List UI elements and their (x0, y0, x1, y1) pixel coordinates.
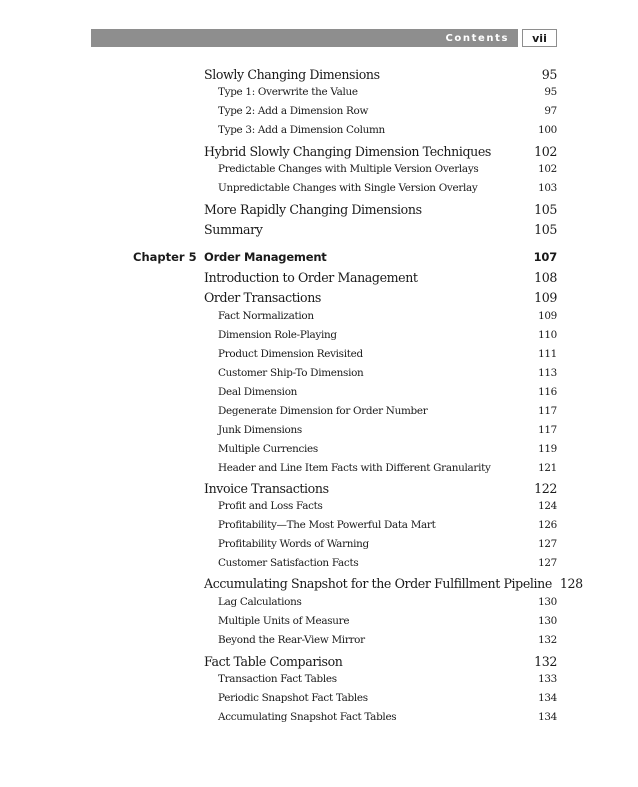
toc-entry-title: Accumulating Snapshot for the Order Fulfillment Pipeline (204, 576, 552, 591)
toc-entry-title: Introduction to Order Management (204, 270, 418, 285)
toc-entry-title: Multiple Currencies (218, 443, 318, 455)
toc-entry-title: Customer Satisfaction Facts (218, 557, 359, 569)
page-number: vii (522, 29, 557, 47)
toc-entry-title: Multiple Units of Measure (218, 615, 350, 627)
toc-entry (218, 692, 557, 704)
toc-entry-title: Invoice Transactions (204, 481, 329, 496)
toc-entry-title: Fact Table Comparison (204, 654, 343, 669)
toc-entry (218, 462, 557, 474)
toc-entry (218, 424, 557, 436)
toc-entry (218, 634, 557, 646)
toc-entry (204, 270, 557, 285)
toc-entry-page: 134 (538, 711, 557, 723)
toc-entry-title: Periodic Snapshot Fact Tables (218, 692, 368, 704)
toc-entry (204, 202, 557, 217)
toc-entry-title: Transaction Fact Tables (218, 673, 337, 685)
chapter-label: Chapter 5 (133, 250, 197, 264)
toc-entry (218, 615, 557, 627)
toc-entry (204, 144, 557, 159)
toc-entry-title: Unpredictable Changes with Single Version Overlay (218, 182, 478, 194)
toc-entry (218, 500, 557, 512)
toc-entry-title: Product Dimension Revisited (218, 348, 363, 360)
toc-entry-page: 102 (538, 163, 557, 175)
toc-entry-page: 103 (538, 182, 557, 194)
toc-entry-page: 127 (538, 538, 557, 550)
toc-entry (218, 124, 557, 136)
toc-entry (218, 538, 557, 550)
toc-entry-page: 132 (534, 654, 557, 669)
toc-entry-page: 111 (538, 348, 557, 360)
toc-entry-page: 116 (538, 386, 557, 398)
toc-entry-page: 132 (538, 634, 557, 646)
toc-entry-page: 117 (538, 424, 557, 436)
toc-entry-page: 109 (534, 290, 557, 305)
toc-entry (218, 105, 557, 117)
toc-entry-page: 126 (538, 519, 557, 531)
toc-entry (218, 182, 557, 194)
toc-entry-page: 108 (534, 270, 557, 285)
toc-entry-title: More Rapidly Changing Dimensions (204, 202, 422, 217)
toc-entry-page: 110 (538, 329, 557, 341)
toc-entry-page: 105 (534, 202, 557, 217)
toc-entry-title: Customer Ship-To Dimension (218, 367, 364, 379)
toc-entry-page: 119 (538, 443, 557, 455)
toc-entry (218, 310, 557, 322)
toc-entry-title: Dimension Role-Playing (218, 329, 337, 341)
toc-entry-page: 105 (534, 222, 557, 237)
toc-entry (218, 367, 557, 379)
toc-entry-page: 95 (541, 67, 557, 82)
toc-entry-title: Profitability Words of Warning (218, 538, 369, 550)
toc-entry-title: Hybrid Slowly Changing Dimension Techniques (204, 144, 491, 159)
toc-entry (204, 481, 557, 496)
toc-entry-title: Type 1: Overwrite the Value (218, 86, 358, 98)
toc-entry-title: Profitability—The Most Powerful Data Mart (218, 519, 436, 531)
toc-entry (204, 576, 583, 591)
toc-entry-page: 109 (538, 310, 557, 322)
toc-entry (218, 557, 557, 569)
toc-entry-page: 113 (538, 367, 557, 379)
toc-entry (218, 405, 557, 417)
toc-entry-page: 97 (544, 105, 557, 117)
toc-entry (218, 86, 557, 98)
toc-entry-title: Lag Calculations (218, 596, 302, 608)
toc-entry-page: 121 (538, 462, 557, 474)
toc-entry-page: 100 (538, 124, 557, 136)
toc-entry (218, 711, 557, 723)
toc-entry-page: 130 (538, 615, 557, 627)
toc-entry-title: Degenerate Dimension for Order Number (218, 405, 428, 417)
toc-entry-title: Beyond the Rear-View Mirror (218, 634, 365, 646)
toc-entry-title: Order Transactions (204, 290, 321, 305)
toc-entry-page: 133 (538, 673, 557, 685)
toc-entry-page: 107 (533, 250, 557, 264)
toc-entry-page: 128 (559, 576, 583, 591)
toc-entry (218, 443, 557, 455)
toc-entry (204, 290, 557, 305)
toc-entry (204, 250, 557, 264)
toc-entry-page: 122 (534, 481, 557, 496)
toc-entry-title: Header and Line Item Facts with Different Granularity (218, 462, 491, 474)
toc-entry-title: Accumulating Snapshot Fact Tables (218, 711, 397, 723)
toc-entry (218, 386, 557, 398)
toc-entry (218, 329, 557, 341)
toc-entry-page: 130 (538, 596, 557, 608)
toc-entry (218, 519, 557, 531)
toc-entry (218, 596, 557, 608)
toc-entry (218, 163, 557, 175)
toc-entry-page: 127 (538, 557, 557, 569)
toc-entry (204, 654, 557, 669)
toc-entry-title: Slowly Changing Dimensions (204, 67, 380, 82)
toc-entry (218, 348, 557, 360)
running-header-title: Contents (445, 32, 509, 44)
toc-entry-page: 95 (544, 86, 557, 98)
toc-entry-title: Deal Dimension (218, 386, 298, 398)
toc-entry-title: Type 2: Add a Dimension Row (218, 105, 369, 117)
toc-entry-page: 124 (538, 500, 557, 512)
toc-entry-title: Summary (204, 222, 263, 237)
toc-entry-title: Profit and Loss Facts (218, 500, 323, 512)
toc-entry (204, 222, 557, 237)
toc-entry (218, 673, 557, 685)
toc-entry-title: Predictable Changes with Multiple Version Overlays (218, 163, 479, 175)
toc-entry-title: Fact Normalization (218, 310, 314, 322)
toc-entry-page: 134 (538, 692, 557, 704)
toc-entry-title: Junk Dimensions (218, 424, 302, 436)
toc-entry-title: Type 3: Add a Dimension Column (218, 124, 385, 136)
running-header-bar (91, 29, 518, 47)
toc-entry-title: Order Management (204, 250, 327, 264)
toc-entry (204, 67, 557, 82)
toc-entry-page: 102 (534, 144, 557, 159)
toc-entry-page: 117 (538, 405, 557, 417)
